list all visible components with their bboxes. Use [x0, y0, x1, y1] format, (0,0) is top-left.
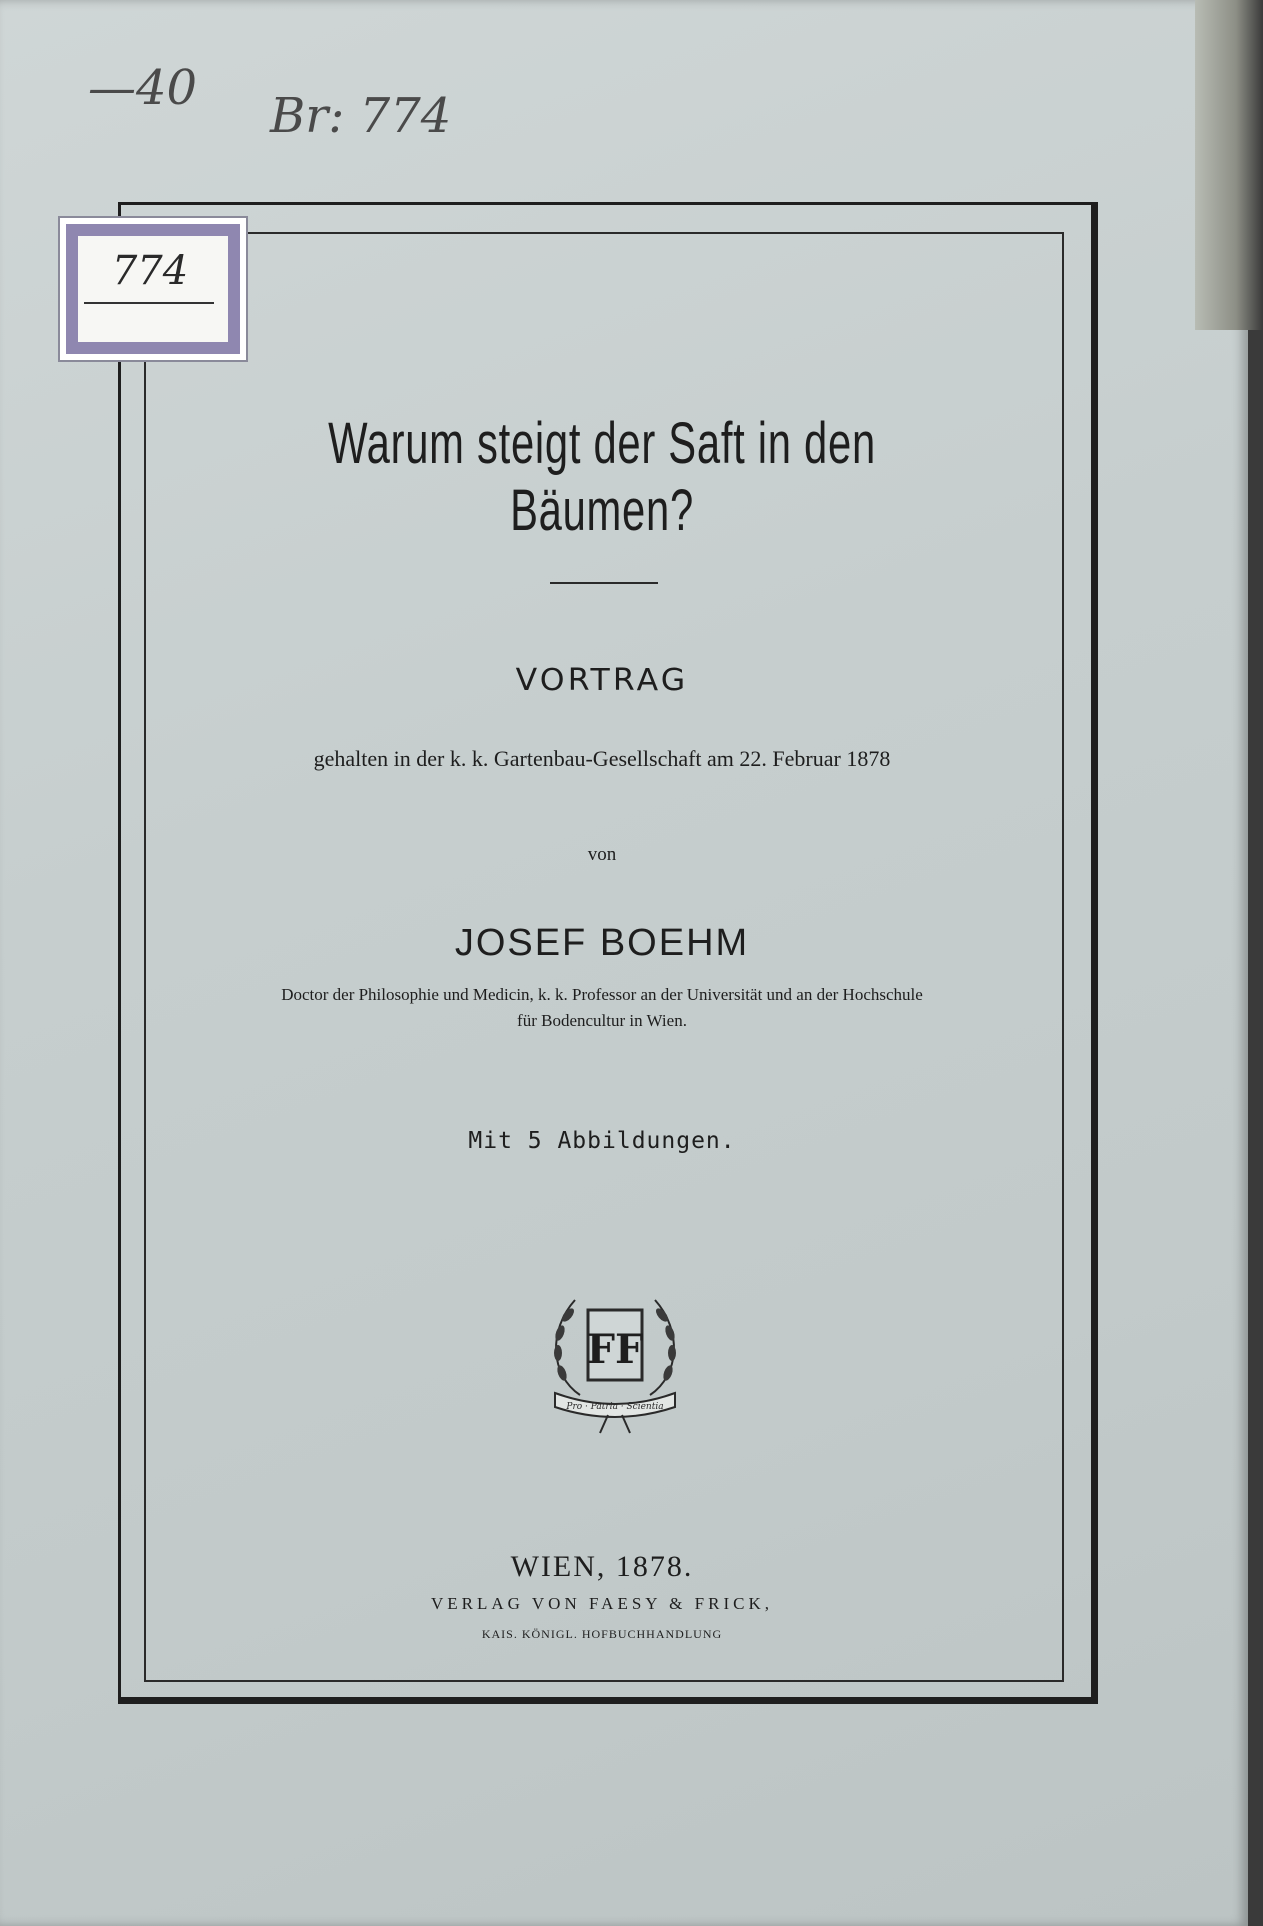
author-credentials	[144, 982, 1060, 1034]
emblem-ribbon-text: Pro · Patria · Scientia	[566, 1402, 664, 1412]
document-title: Warum steigt der Saft in den Bäumen?	[328, 411, 876, 543]
label-number: 774	[111, 248, 189, 294]
library-label	[58, 216, 248, 362]
credentials-line-1: Doctor der Philosophie und Medicin, k. k. Professor an der Universität und an der Hochschule	[281, 985, 923, 1004]
label-underline	[84, 302, 214, 304]
handwritten-note-price: —40	[88, 60, 198, 116]
title-divider	[550, 582, 658, 584]
document-type: VORTRAG	[515, 663, 689, 698]
imprint-bookshop: KAIS. KÖNIGL. HOFBUCHHANDLUNG	[481, 1627, 723, 1641]
occasion-line: gehalten in der k. k. Gartenbau-Gesellschaft am 22. Februar 1878	[313, 746, 891, 771]
imprint-city-year: WIEN, 1878.	[510, 1550, 694, 1583]
author-name: JOSEF BOEHM	[454, 922, 750, 964]
publisher-monogram-wreath-icon	[540, 1275, 690, 1435]
worn-page-edge	[1195, 0, 1263, 330]
imprint-publisher: VERLAG VON FAESY & FRICK,	[431, 1594, 773, 1613]
by-line: von	[587, 844, 617, 865]
credentials-line-2: für Bodencultur in Wien.	[517, 1011, 687, 1030]
handwritten-note-catalog: Br: 774	[270, 88, 452, 144]
emblem-monogram: FF	[586, 1326, 644, 1373]
illustrations-note: Mit 5 Abbildungen.	[468, 1128, 736, 1154]
